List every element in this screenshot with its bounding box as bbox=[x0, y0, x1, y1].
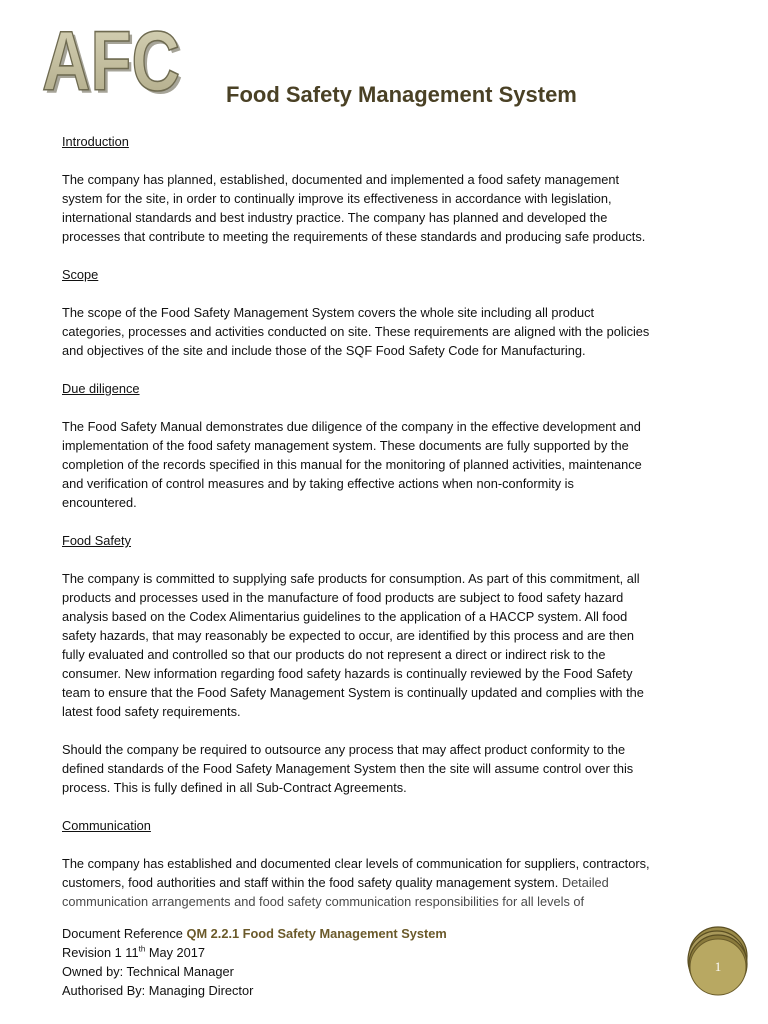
revision-prefix: Revision 1 11 bbox=[62, 945, 139, 960]
afc-logo bbox=[36, 18, 186, 98]
section-paragraph bbox=[62, 854, 712, 911]
section-paragraph: The scope of the Food Safety Management System covers the whole site including all product categories, processes and activities conducted on site. These requirements are aligned with the policies and objectives of the site and include those of the SQF Food Safety Code for Manufacturing. bbox=[62, 305, 650, 358]
document-body bbox=[62, 132, 712, 930]
logo-text: AFC bbox=[42, 18, 180, 98]
section-heading-communication: Communication bbox=[62, 818, 151, 833]
document-reference-line bbox=[62, 924, 622, 943]
document-footer bbox=[62, 924, 622, 1000]
revision-ordinal: th bbox=[138, 944, 146, 954]
authorised-by-line: Authorised By: Managing Director bbox=[62, 983, 254, 998]
document-reference-code: QM 2.2.1 Food Safety Management System bbox=[186, 926, 447, 941]
owned-by-line: Owned by: Technical Manager bbox=[62, 964, 234, 979]
revision-date-suffix: May 2017 bbox=[145, 945, 206, 960]
section-paragraph: The company is committed to supplying safe products for consumption. As part of this commitment, all products and processes used in the manufacture of food products are subject to food safety hazard analysis based on the Codex Alimentarius guidelines to the application of a HACCP system. All food safety hazards, that may reasonably be expected to occur, are identified by this process and are then fully evaluated and controlled so that our products do not represent a direct or indirect risk to the consumer. New information regarding food safety hazards is continually reviewed by the Food Safety team to ensure that the Food Safety Management System is continually updated and complies with the latest food safety requirements. bbox=[62, 571, 644, 719]
document-reference-label: Document Reference bbox=[62, 926, 187, 941]
paragraph-main-text: The company has established and documented clear levels of communication for suppliers, contractors, customers, food authorities and staff within the food safety quality management system. bbox=[62, 856, 650, 890]
page-number: 1 bbox=[714, 959, 722, 974]
section-heading-scope: Scope bbox=[62, 267, 99, 282]
paragraph-faded-text: Detailed communication arrangements and food safety communication responsibilities for all levels of bbox=[62, 875, 609, 909]
section-paragraph: Should the company be required to outsource any process that may affect product conformity to the defined standards of the Food Safety Management System then the site will assume control over this process. This is fully defined in all Sub-Contract Agreements. bbox=[62, 742, 634, 795]
section-heading-food-safety: Food Safety bbox=[62, 533, 132, 548]
section-heading-introduction: Introduction bbox=[62, 134, 129, 149]
section-paragraph: The company has planned, established, documented and implemented a food safety management system for the site, in order to continually improve its effectiveness in accordance with legislation, international standards and best industry practice. The company has planned and developed the processes that contribute to meeting the requirements of these standards and producing safe products. bbox=[62, 172, 646, 244]
section-heading-due-diligence: Due diligence bbox=[62, 381, 140, 396]
revision-line bbox=[62, 943, 622, 962]
page-title: Food Safety Management System bbox=[226, 82, 577, 107]
section-paragraph: The Food Safety Manual demonstrates due diligence of the company in the effective development and implementation of the food safety management system. These documents are fully supported by the completion of the records specified in this manual for the monitoring of planned activities, maintenance and verification of control measures and by taking effective actions when non-conformity is encountered. bbox=[62, 419, 642, 510]
svg-text:AFC: AFC bbox=[45, 18, 183, 98]
